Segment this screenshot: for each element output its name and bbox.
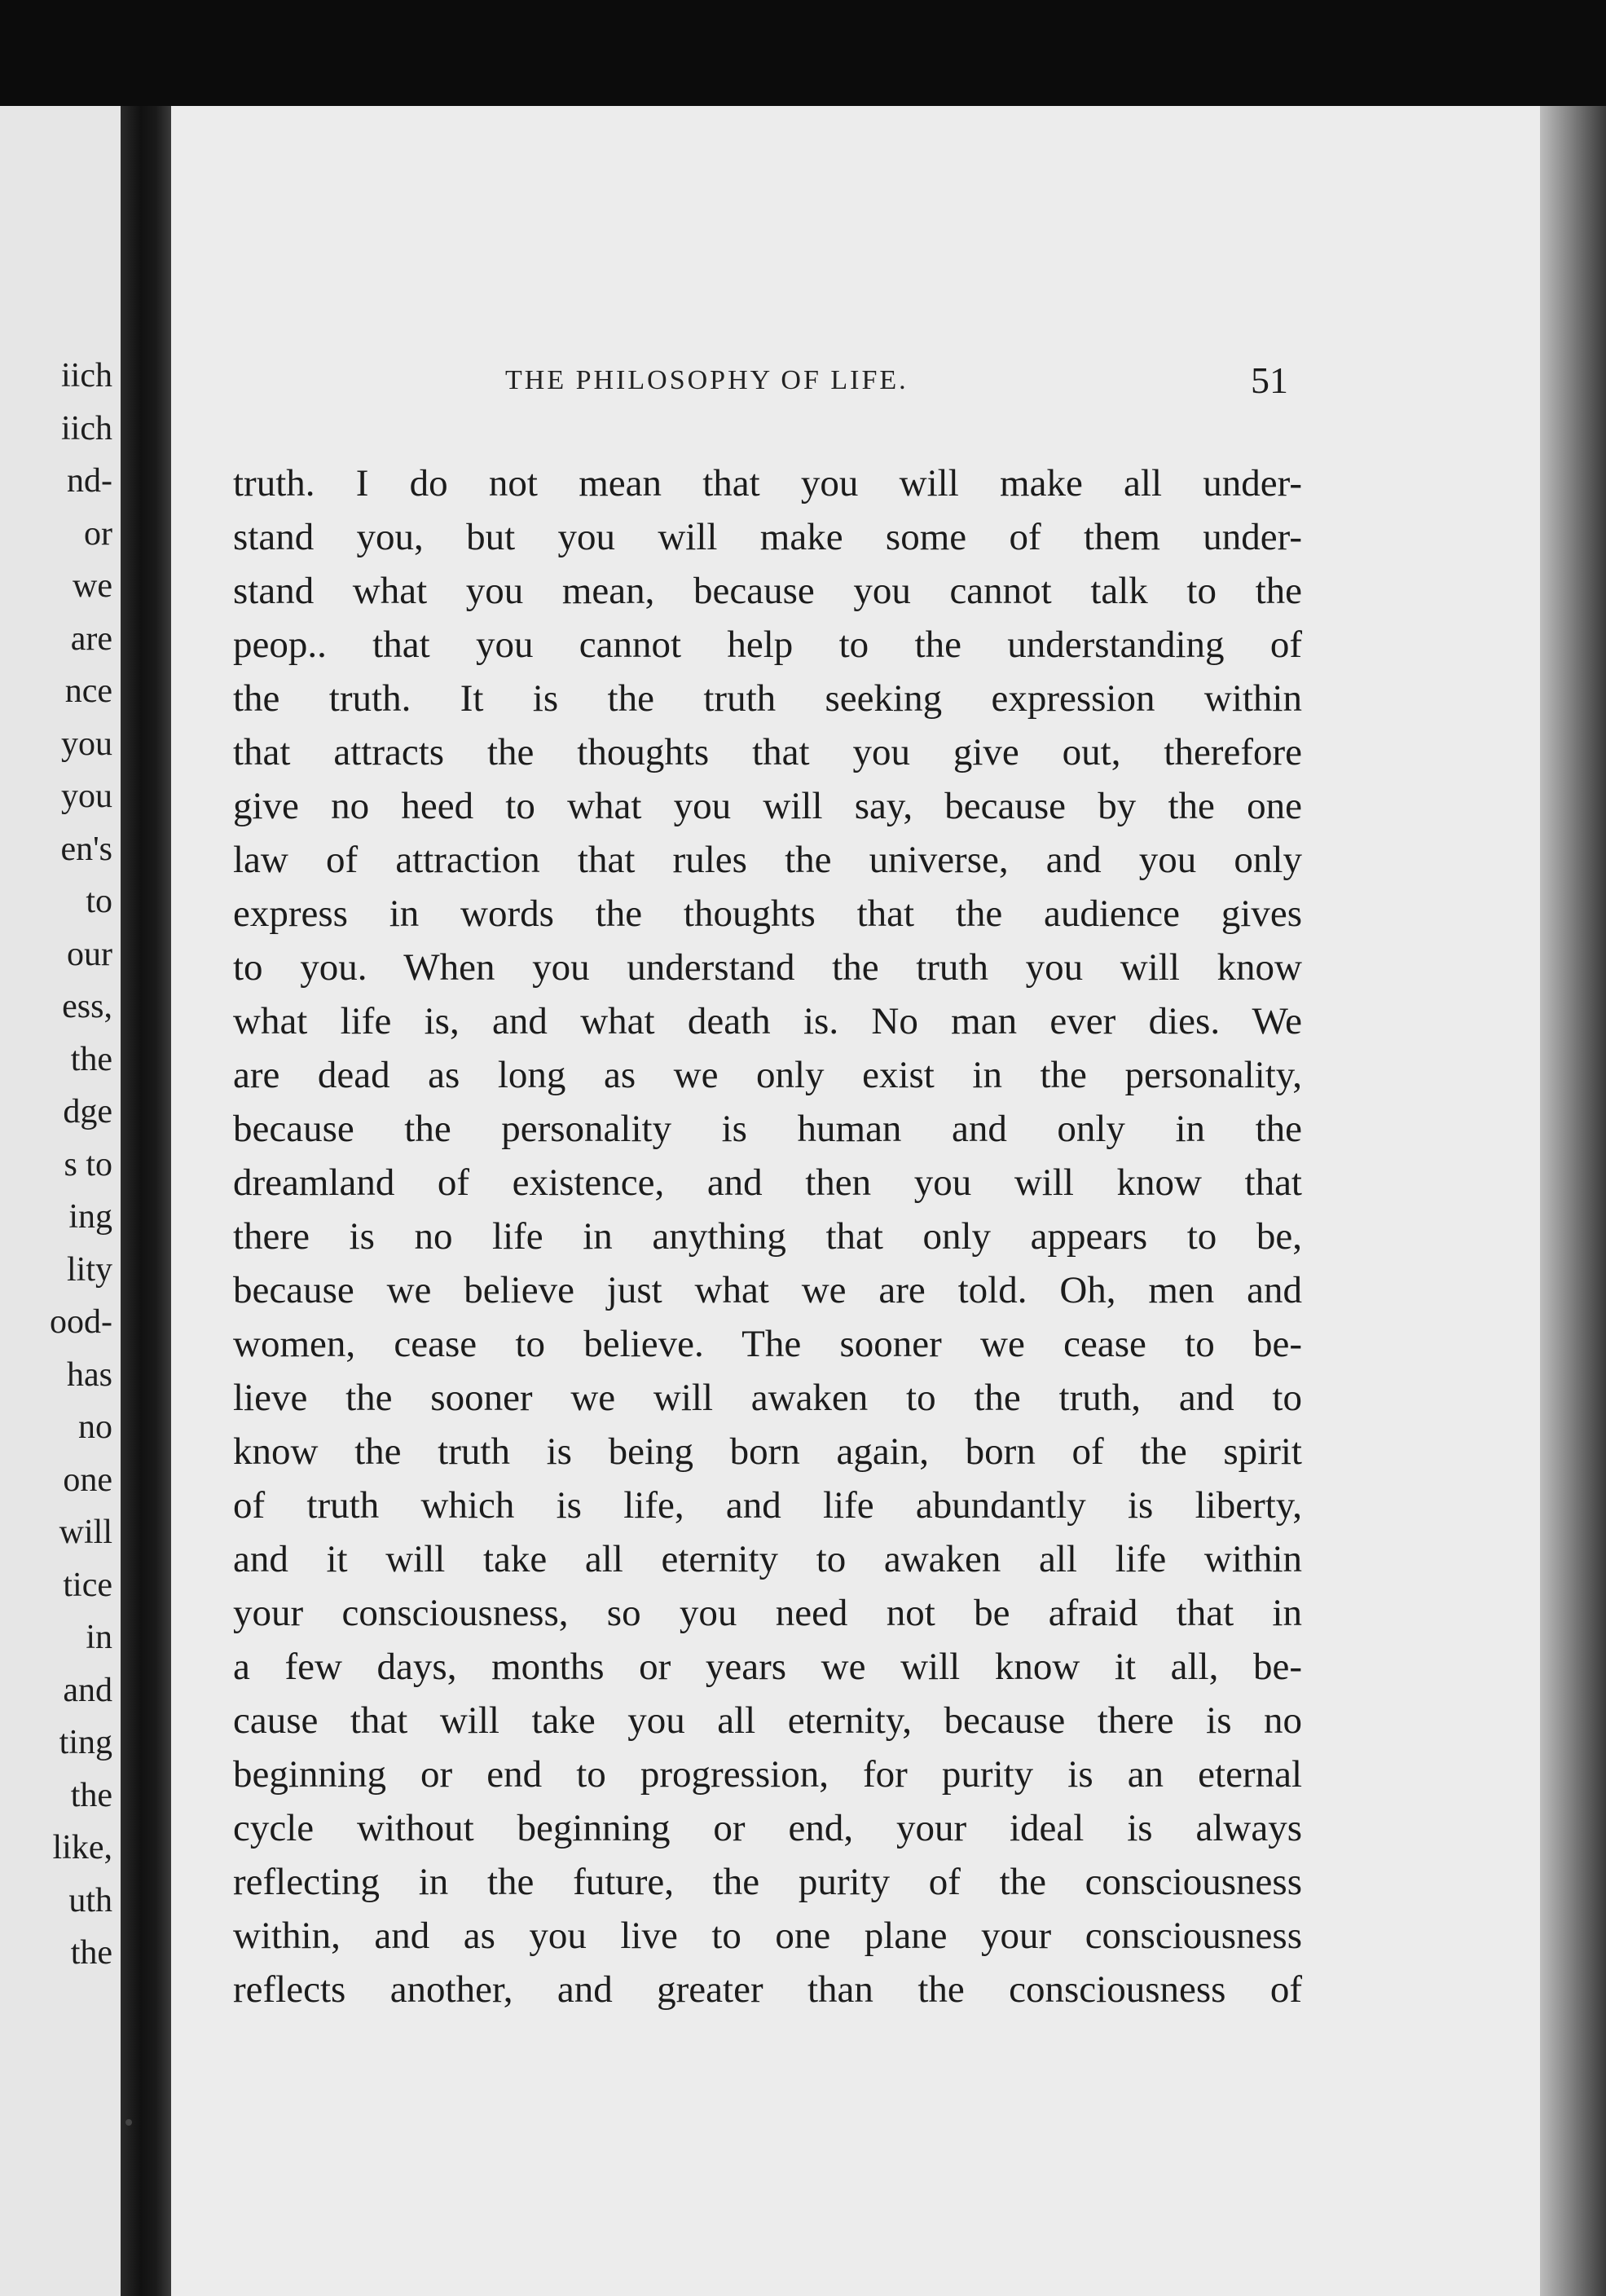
text-line: women, cease to believe. The sooner we cease to be- xyxy=(233,1323,1302,1365)
facing-page-fragment: will xyxy=(59,1514,112,1551)
facing-page-fragment: has xyxy=(67,1355,112,1394)
facing-page-fragment: ing xyxy=(68,1198,112,1236)
facing-page-fragment: uth xyxy=(68,1881,112,1919)
facing-page-fragment: you xyxy=(61,778,112,815)
text-line: truth. I do not mean that you will make all under- xyxy=(233,462,1302,505)
text-line: peop.. that you cannot help to the understanding of xyxy=(233,624,1302,666)
text-line: within, and as you live to one plane your consciousness xyxy=(233,1915,1302,1957)
margin-speck xyxy=(125,2119,132,2126)
text-line: that attracts the thoughts that you give out, therefore xyxy=(233,731,1302,773)
text-line: of truth which is life, and life abundantly is liberty, xyxy=(233,1484,1302,1527)
facing-page-fragment: no xyxy=(78,1408,112,1446)
facing-page-fragment: our xyxy=(67,935,112,973)
facing-page-fragment: the xyxy=(70,1934,112,1972)
scanner-background xyxy=(0,0,1606,106)
text-line: your consciousness, so you need not be afraid that in xyxy=(233,1592,1302,1634)
facing-page-fragment: tice xyxy=(63,1566,112,1604)
facing-page-fragment: the xyxy=(70,1776,112,1814)
text-line: beginning or end to progression, for purity is an eternal xyxy=(233,1753,1302,1796)
text-line: cycle without beginning or end, your ideal is always xyxy=(233,1807,1302,1849)
facing-page-fragment: iich xyxy=(61,409,112,447)
text-line: are dead as long as we only exist in the personality, xyxy=(233,1054,1302,1096)
text-line: a few days, months or years we will know it all, be- xyxy=(233,1646,1302,1688)
facing-page-fragment: we xyxy=(73,567,112,605)
facing-page-edge xyxy=(0,106,121,2296)
facing-page-fragment: ess, xyxy=(62,988,112,1025)
text-line: know the truth is being born again, born of the spirit xyxy=(233,1430,1302,1473)
book-gutter xyxy=(121,106,171,2296)
facing-page-fragment: one xyxy=(63,1461,112,1499)
text-line: and it will take all eternity to awaken all life within xyxy=(233,1538,1302,1580)
facing-page-fragment: and xyxy=(63,1671,112,1709)
text-line: reflecting in the future, the purity of the consciousness xyxy=(233,1861,1302,1903)
facing-page-fragment: to xyxy=(86,883,112,920)
facing-page-fragment: s to xyxy=(64,1145,112,1183)
facing-page-fragment: en's xyxy=(60,830,112,868)
facing-page-fragment: nd- xyxy=(67,462,112,500)
text-line: cause that will take you all eternity, because there is no xyxy=(233,1699,1302,1742)
text-line: dreamland of existence, and then you will know that xyxy=(233,1161,1302,1204)
text-line: reflects another, and greater than the consciousness of xyxy=(233,1968,1302,2011)
text-line: give no heed to what you will say, because by the one xyxy=(233,785,1302,827)
facing-page-fragment: ting xyxy=(59,1724,112,1761)
facing-page-fragment: ood- xyxy=(50,1303,112,1341)
text-line: there is no life in anything that only appears to be, xyxy=(233,1215,1302,1258)
text-line: because the personality is human and only in the xyxy=(233,1108,1302,1150)
facing-page-fragment: iich xyxy=(61,357,112,394)
facing-page-fragment: are xyxy=(70,619,112,658)
facing-page-fragment: or xyxy=(84,514,112,553)
facing-page-fragment: the xyxy=(70,1040,112,1078)
body-text xyxy=(233,456,1302,2016)
text-line: stand you, but you will make some of them under- xyxy=(233,516,1302,558)
facing-page-fragment: like, xyxy=(52,1829,112,1866)
running-head: THE PHILOSOPHY OF LIFE. xyxy=(505,365,909,395)
facing-page-fragment: dge xyxy=(63,1093,112,1130)
text-line: because we believe just what we are told. Oh, men and xyxy=(233,1269,1302,1311)
text-line: express in words the thoughts that the audience gives xyxy=(233,892,1302,935)
text-line: to you. When you understand the truth you will know xyxy=(233,946,1302,989)
page-number: 51 xyxy=(1251,359,1288,401)
facing-page-fragment: in xyxy=(86,1619,112,1656)
text-line: law of attraction that rules the universe, and you only xyxy=(233,839,1302,881)
text-line: lieve the sooner we will awaken to the truth, and to xyxy=(233,1377,1302,1419)
page-edge-shadow xyxy=(1540,106,1606,2296)
facing-page-fragment: nce xyxy=(64,672,112,710)
text-line: stand what you mean, because you cannot talk to the xyxy=(233,570,1302,612)
text-line: the truth. It is the truth seeking expression within xyxy=(233,677,1302,720)
facing-page-fragment: lity xyxy=(66,1250,112,1289)
text-line: what life is, and what death is. No man ever dies. We xyxy=(233,1000,1302,1042)
facing-page-fragment: you xyxy=(61,725,112,763)
